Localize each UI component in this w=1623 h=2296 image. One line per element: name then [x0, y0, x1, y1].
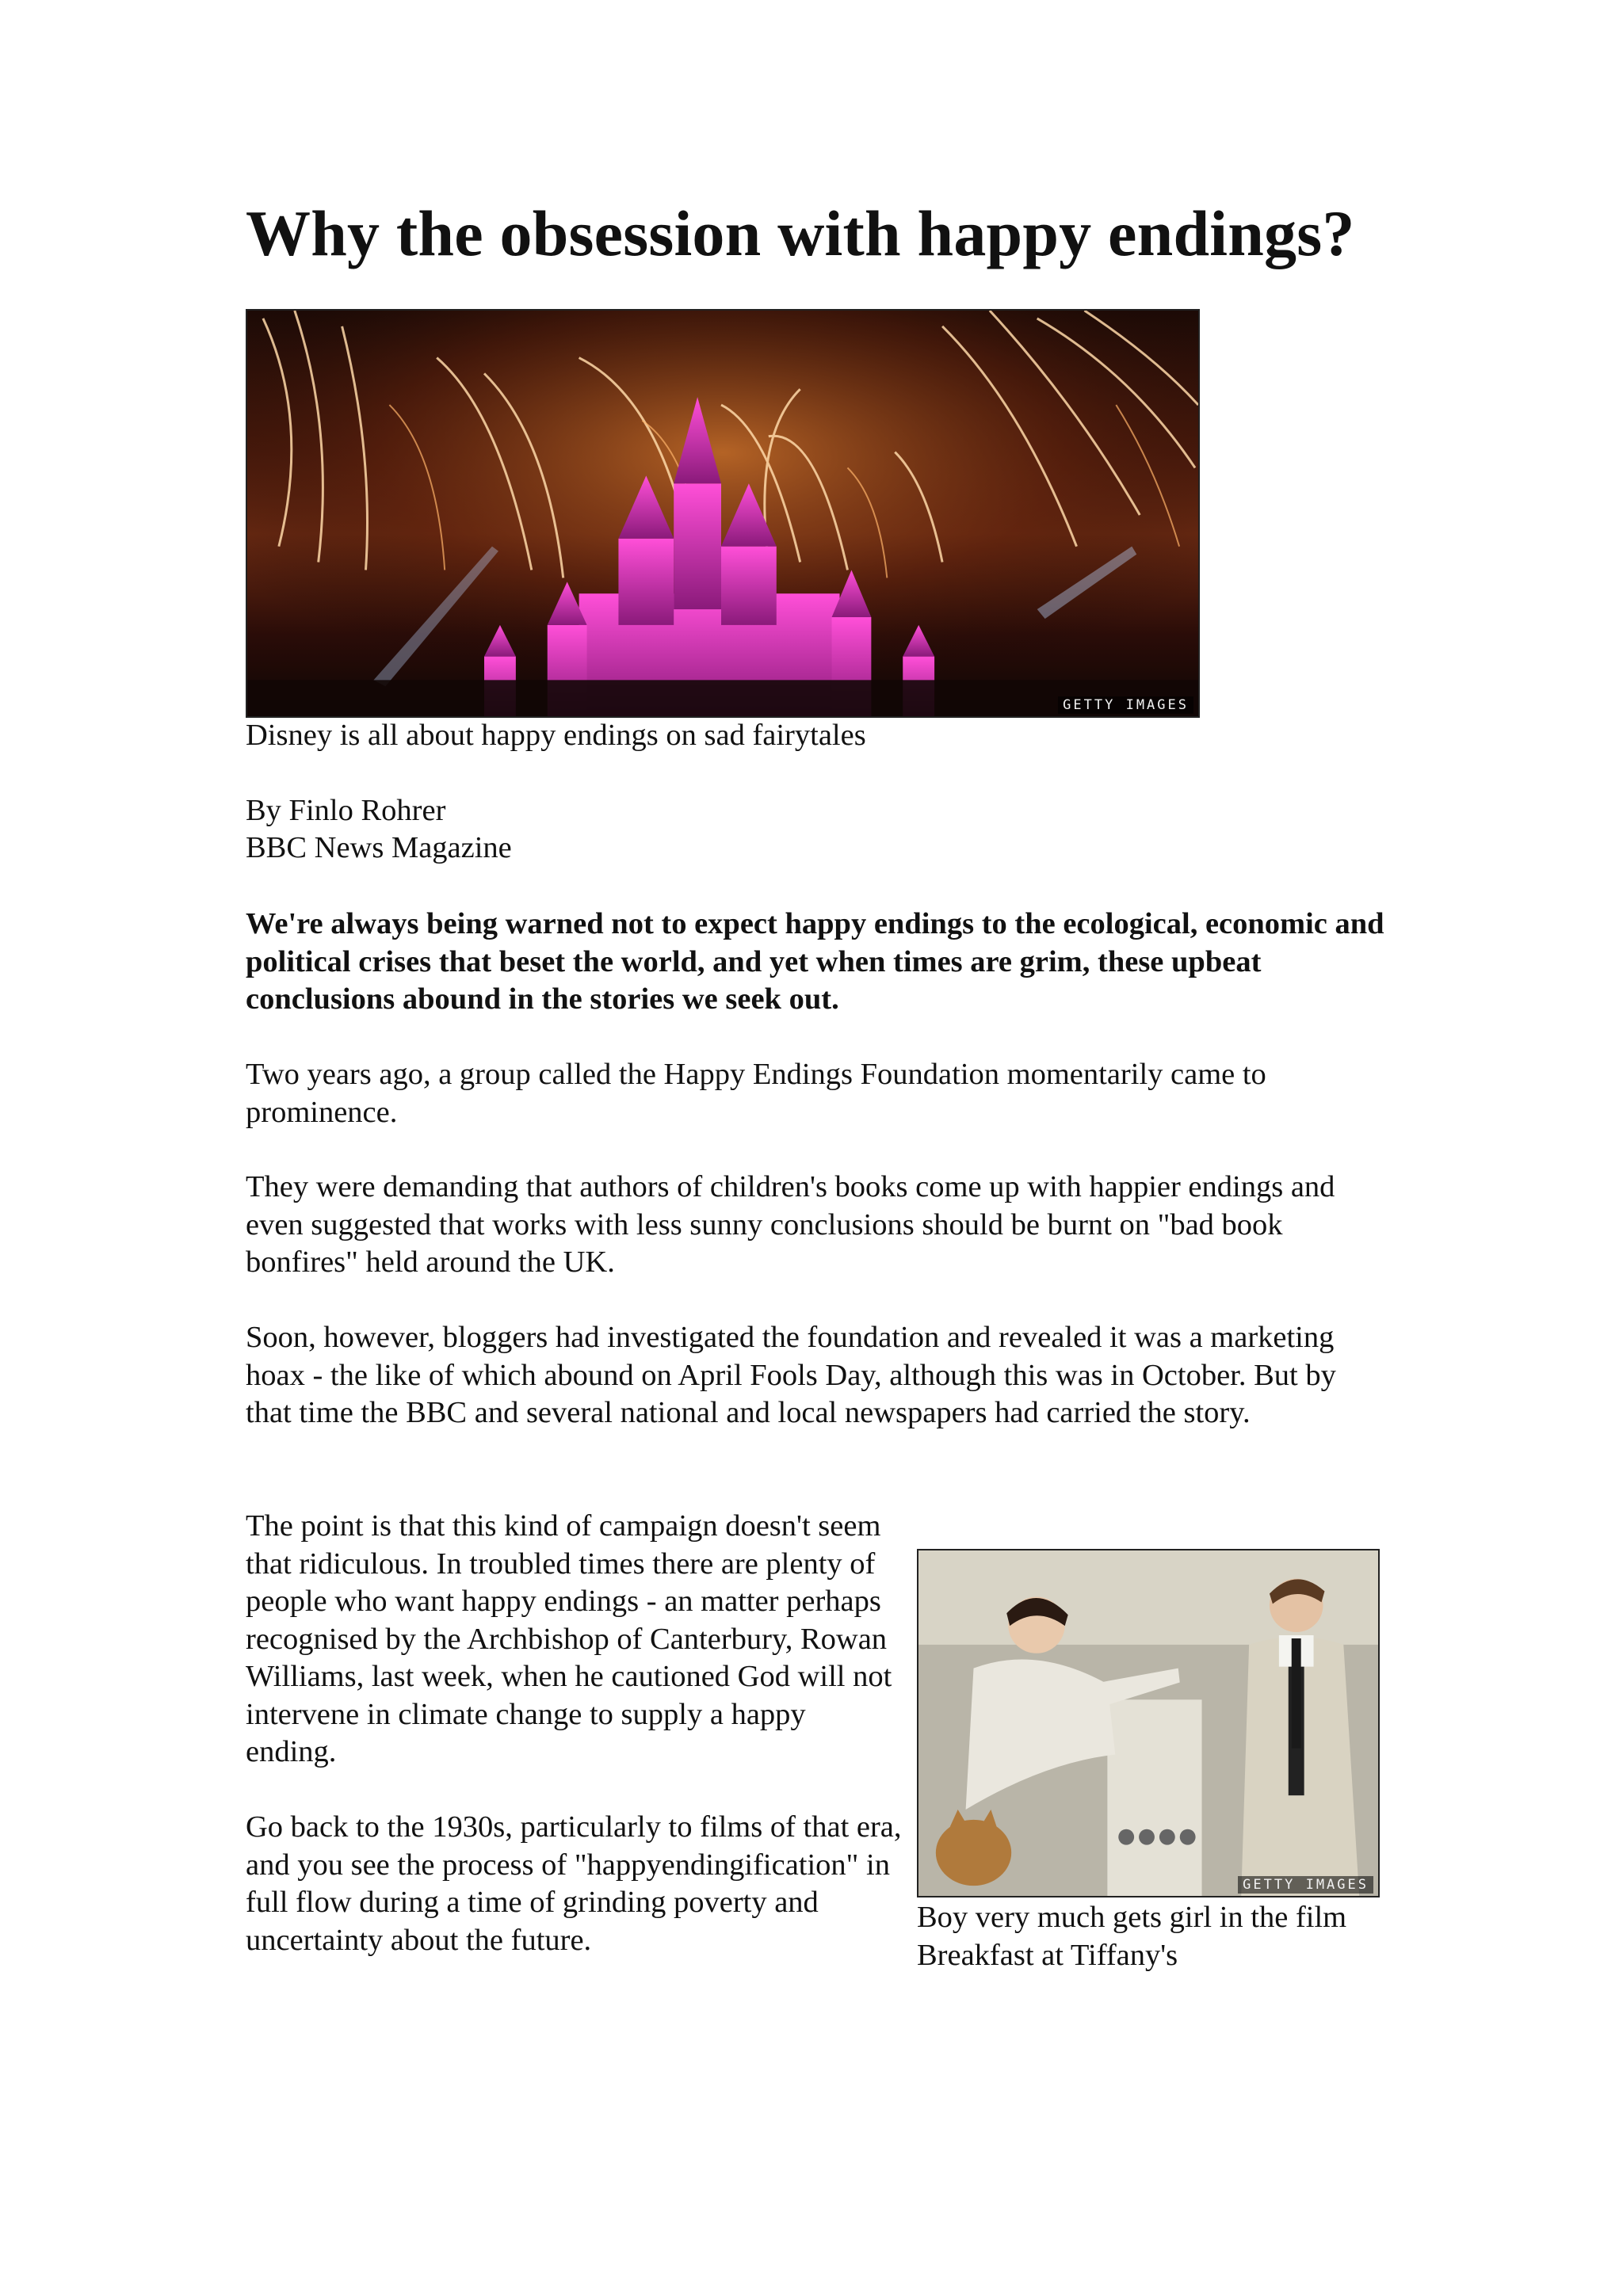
hero-image-credit: GETTY IMAGES	[1058, 696, 1193, 714]
article-lead: We're always being warned not to expect happy endings to the ecological, economic and political crises that beset the world, and yet when times are grim, these upbeat conclusions abound in the stories we seek out.	[246, 907, 1384, 1016]
hero-image-caption: Disney is all about happy endings on sad fairytales	[246, 719, 866, 752]
side-image-credit: GETTY IMAGES	[1238, 1876, 1373, 1894]
hero-image-fireworks-castle	[246, 309, 1200, 718]
side-image-film-still	[917, 1549, 1380, 1897]
article-title: Why the obsession with happy endings?	[246, 197, 1355, 269]
byline-publication: BBC News Magazine	[246, 831, 512, 864]
paragraph: Soon, however, bloggers had investigated the foundation and revealed it was a marketing hoax - the like of which abound on April Fools Day, although this was in October. But by that time the BBC and several national and local newspapers had carried the story.	[246, 1321, 1336, 1429]
paragraph: The point is that this kind of campaign doesn't seem that ridiculous. In troubled times there are plenty of people who want happy endings - an matter perhaps recognised by the Archbishop of Canterbury, Rowan Williams, last week, when he cautioned God will not intervene in climate change to supply a happy ending.	[246, 1509, 892, 1768]
film-still-illustration	[918, 1550, 1378, 1896]
paragraph: Two years ago, a group called the Happy Endings Foundation momentarily came to prominence.	[246, 1058, 1266, 1129]
side-image-caption: Boy very much gets girl in the film Breakfast at Tiffany's	[917, 1901, 1347, 1972]
paragraph: They were demanding that authors of children's books come up with happier endings and even suggested that works with less sunny conclusions should be burnt on "bad book bonfires" held around the UK.	[246, 1170, 1335, 1279]
fireworks-castle-illustration	[247, 311, 1198, 716]
paragraph: Go back to the 1930s, particularly to films of that era, and you see the process of "happyendingification" in full flow during a time of grinding poverty and uncertainty about the future.	[246, 1810, 902, 1957]
byline-author: By Finlo Rohrer	[246, 794, 446, 827]
